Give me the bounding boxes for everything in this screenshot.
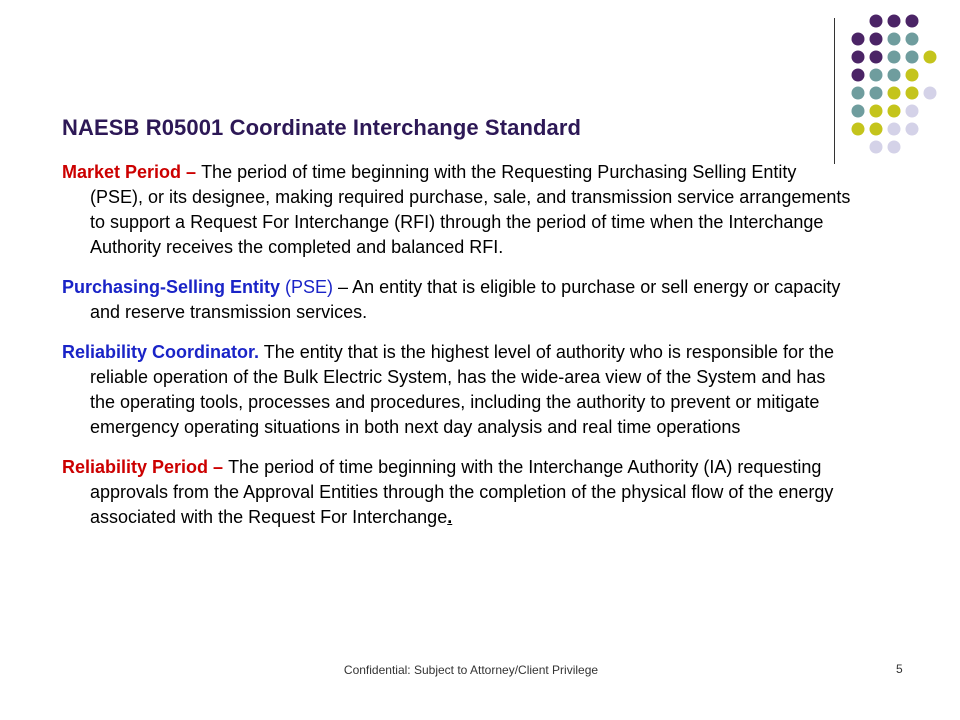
decorative-dot: [852, 105, 865, 118]
decorative-dot: [870, 87, 883, 100]
decorative-dot: [888, 87, 901, 100]
decorative-dot: [906, 51, 919, 64]
decorative-dot: [906, 33, 919, 46]
decorative-dot: [870, 69, 883, 82]
term-separator: –: [208, 457, 229, 477]
decorative-dot: [870, 141, 883, 154]
decorative-dot: [888, 123, 901, 136]
underlined-period: .: [447, 507, 453, 527]
decorative-dot: [852, 123, 865, 136]
definition-text: – An entity that is eligible to purchase or sell energy or capacity and reserve transmission services.: [90, 277, 841, 322]
term-separator: –: [181, 162, 202, 182]
corner-divider-line: [834, 18, 835, 164]
decorative-dot: [888, 105, 901, 118]
decorative-dot: [906, 123, 919, 136]
definition-reliability-coordinator: [62, 340, 852, 440]
decorative-dot: [888, 69, 901, 82]
decorative-dot: [852, 51, 865, 64]
term-reliability-coordinator: Reliability Coordinator.: [62, 342, 260, 362]
decorative-dot: [888, 141, 901, 154]
definition-text: The period of time beginning with the Interchange Authority (IA) requesting approvals from the Approval Entities through the completion of the physical flow of the energy associated with the Request For Interchange: [90, 457, 834, 527]
decorative-dot: [906, 87, 919, 100]
decorative-dot: [888, 51, 901, 64]
definition-reliability-period: [62, 455, 852, 530]
definition-pse: [62, 275, 852, 325]
decorative-dot: [870, 123, 883, 136]
term-reliability-period: Reliability Period: [62, 457, 209, 477]
term-abbreviation: (PSE): [280, 277, 334, 297]
decorative-dot: [906, 15, 919, 28]
decorative-dot: [870, 51, 883, 64]
decorative-dot: [852, 87, 865, 100]
decorative-dot: [906, 69, 919, 82]
definition-text: The entity that is the highest level of authority who is responsible for the reliable operation of the Bulk Electric System, has the wide-area view of the System and has the operating tools, processes and procedures, including the authority to prevent or mitigate emergency operating situations in both next day analysis and real time operations: [90, 342, 835, 437]
definition-market-period: [62, 160, 852, 260]
decorative-dot: [888, 15, 901, 28]
definition-text: The period of time beginning with the Requesting Purchasing Selling Entity (PSE), or its designee, making required purchase, sale, and transmission service arrangements to support a Request For Interchange (RFI) through the period of time when the Interchange Authority receives the completed and balanced RFI.: [90, 162, 851, 257]
decorative-dot: [888, 33, 901, 46]
decorative-dot: [852, 33, 865, 46]
decorative-dot: [906, 105, 919, 118]
decorative-dot: [870, 15, 883, 28]
term-purchasing-selling-entity: Purchasing-Selling Entity: [62, 277, 281, 297]
page-number: 5: [896, 662, 903, 676]
decorative-dot: [852, 69, 865, 82]
decorative-dot: [870, 33, 883, 46]
definitions-list: [62, 160, 852, 545]
decorative-dot: [924, 51, 937, 64]
term-market-period: Market Period: [62, 162, 182, 182]
decorative-dot-grid: [842, 12, 952, 157]
confidential-footer: Confidential: Subject to Attorney/Client Privilege: [343, 663, 599, 677]
slide-title: NAESB R05001 Coordinate Interchange Standard: [62, 115, 582, 140]
decorative-dot: [924, 87, 937, 100]
decorative-dot: [870, 105, 883, 118]
